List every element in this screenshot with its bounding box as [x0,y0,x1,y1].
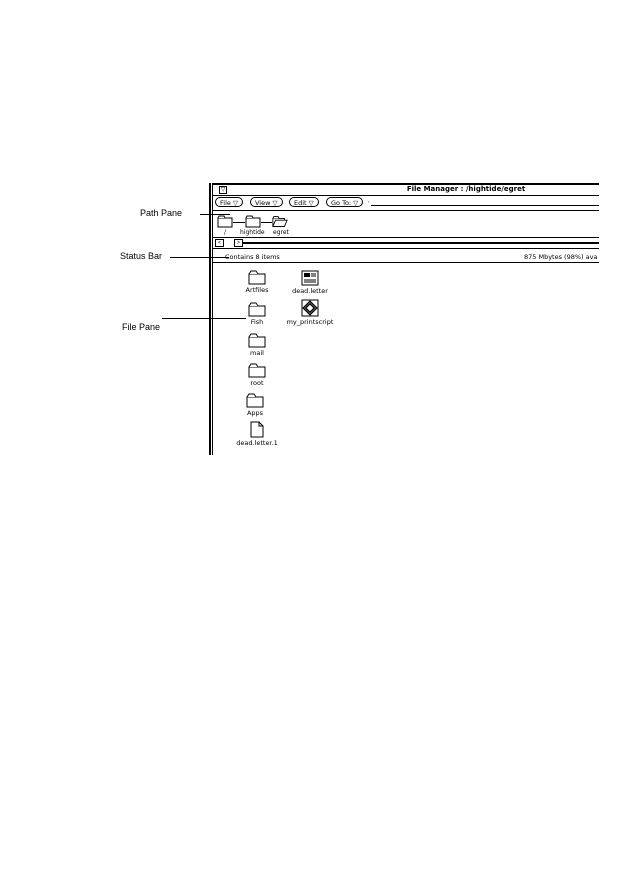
title-divider [213,195,599,196]
file-name: Fish [250,318,264,326]
goto-path-input[interactable] [371,205,599,206]
file-name: Artfiles [245,286,269,294]
file-menu-button[interactable]: File ▽ [215,197,243,207]
folder-icon [248,270,266,285]
window-title-bar[interactable] [213,183,599,195]
file-item-root[interactable] [227,363,287,387]
file-name: Apps [246,409,264,417]
path-link-line [233,222,245,223]
file-item-apps[interactable] [225,393,285,417]
folder-icon [248,333,266,348]
path-scrollbar[interactable] [213,238,599,248]
view-menu-button[interactable]: View ▽ [250,197,283,207]
document-icon [250,421,264,438]
print-script-icon [301,299,319,317]
window-menu-icon[interactable]: ▽ [220,187,226,193]
path-link-line [261,222,272,223]
file-name: mail [250,349,264,357]
file-item-my-printscript[interactable] [280,299,340,326]
file-pane-callout: File Pane [122,322,161,332]
file-item-dead-letter-1[interactable] [227,421,287,447]
goto-menu-button[interactable]: Go To: ▽ [326,197,363,207]
file-name: root [250,379,264,387]
folder-icon [248,302,266,317]
open-folder-icon[interactable] [272,215,288,228]
file-item-mail[interactable] [227,333,287,357]
status-bar-leader-line [170,257,229,258]
folder-icon[interactable] [217,215,233,228]
window-left-border [209,183,211,455]
file-name: dead.letter [292,287,328,295]
status-bar-callout: Status Bar [120,251,163,261]
scrollbar-track [243,242,599,244]
scrollbar-divider [213,248,599,249]
path-segment-label: hightide [240,229,265,236]
file-item-artfiles[interactable] [227,270,287,294]
file-item-fish[interactable] [227,302,287,326]
status-bar-divider [213,262,599,263]
folder-icon [246,393,264,408]
edit-menu-button[interactable]: Edit ▽ [289,197,319,207]
path-segment-label: egret [273,229,289,236]
scroll-right-button[interactable]: > [234,239,243,247]
file-name: my_printscript [286,318,334,326]
path-segment-label: / [224,229,227,236]
folder-icon [248,363,266,378]
folder-icon[interactable] [245,215,261,228]
item-count-status: Contains 8 items [225,253,280,261]
disk-space-status: 875 Mbytes (98%) ava [524,253,598,261]
path-pane [213,212,599,237]
file-item-dead-letter[interactable] [280,270,340,295]
menubar-divider [213,210,599,211]
scroll-left-button[interactable]: < [215,239,224,247]
path-pane-callout: Path Pane [140,208,183,218]
window-title [213,185,599,193]
mail-document-icon [301,270,319,286]
window-title-text: File Manager : /hightide/egret [406,185,526,193]
file-name: dead.letter.1 [236,439,278,447]
menu-bar [213,197,599,210]
